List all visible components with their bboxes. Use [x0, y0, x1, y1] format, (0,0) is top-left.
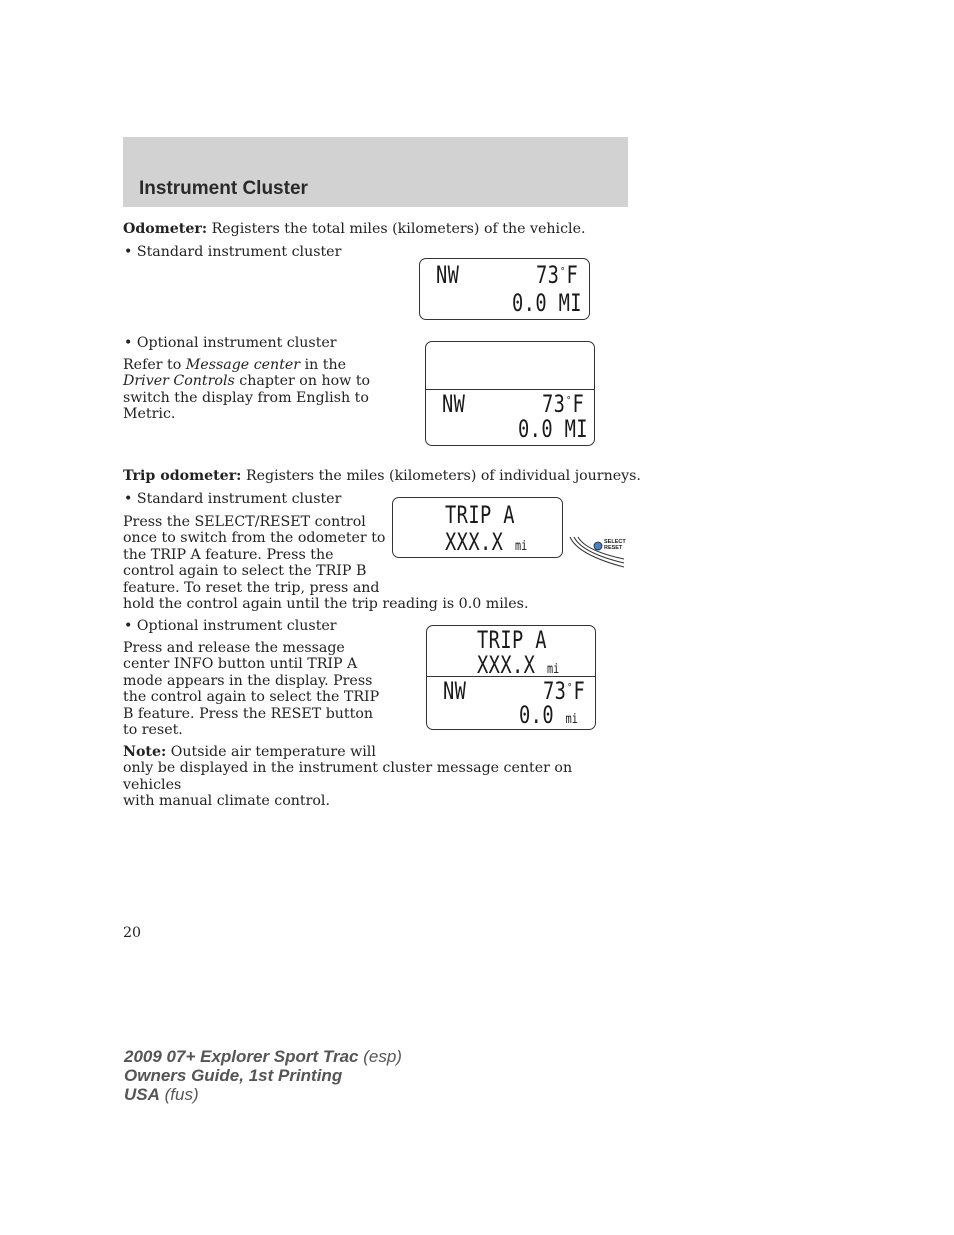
compass-heading: NW — [442, 390, 466, 418]
odometer-reading: 0.0 MI — [518, 415, 588, 443]
select-reset-label: SELECT RESET — [604, 539, 626, 551]
trip-label-display: TRIP A — [477, 626, 547, 654]
refer-paragraph: Refer to Message center in the Driver Controls chapter on how to switch the display from English to Metric. — [123, 357, 371, 423]
section-title: Instrument Cluster — [139, 178, 308, 199]
trip-text: Registers the miles (kilometers) of individual journeys. — [241, 468, 641, 484]
lcd-optional-trip — [426, 625, 596, 730]
lcd-optional-odometer — [425, 341, 595, 446]
outside-temp: 73°F — [543, 677, 586, 705]
compass-heading: NW — [436, 261, 460, 289]
trip-zero-reading: 0.0 mi — [519, 701, 578, 729]
odometer-paragraph — [123, 221, 628, 237]
odometer-text: Registers the total miles (kilometers) of the vehicle. — [207, 221, 586, 237]
odometer-reading: 0.0 MI — [512, 289, 582, 317]
compass-heading: NW — [443, 677, 467, 705]
trip-reading: XXX.X mi — [477, 651, 560, 679]
trip-label-display: TRIP A — [445, 501, 515, 529]
document-footer: 2009 07+ Explorer Sport Trac (esp) Owners Guide, 1st Printing USA (fus) — [124, 1047, 402, 1104]
trip-optional-instructions: Press and release the message center INFO button until TRIP A mode appears in the display. Press the control again to select the TRIP B feature. Press the RESET button to reset. — [123, 640, 380, 739]
page-number: 20 — [123, 925, 142, 941]
trip-label: Trip odometer: — [123, 468, 242, 484]
trip-reading: XXX.X mi — [445, 528, 528, 556]
trip-bullet-optional: • Optional instrument cluster — [124, 618, 337, 634]
odometer-bullet-standard: • Standard instrument cluster — [124, 244, 342, 260]
odometer-bullet-optional: • Optional instrument cluster — [124, 335, 337, 351]
trip-paragraph — [123, 468, 643, 484]
trip-standard-instructions: Press the SELECT/RESET control once to switch from the odometer to the TRIP A feature. Press the control again to select the TRIP B feature. To reset the trip, press and hold the control again until the trip reading is 0.0 miles. — [123, 514, 529, 613]
lcd-standard-trip — [392, 497, 563, 558]
trip-bullet-standard: • Standard instrument cluster — [124, 491, 342, 507]
note-paragraph: Note: Outside air temperature will only be displayed in the instrument cluster message center on vehicles with manual climate control. — [123, 744, 573, 810]
odometer-label: Odometer: — [123, 221, 208, 237]
outside-temp: 73°F — [536, 261, 579, 289]
lcd-standard-odometer — [419, 258, 590, 320]
note-label: Note: — [123, 744, 167, 760]
select-reset-control[interactable] — [566, 535, 628, 571]
outside-temp: 73°F — [542, 390, 585, 418]
